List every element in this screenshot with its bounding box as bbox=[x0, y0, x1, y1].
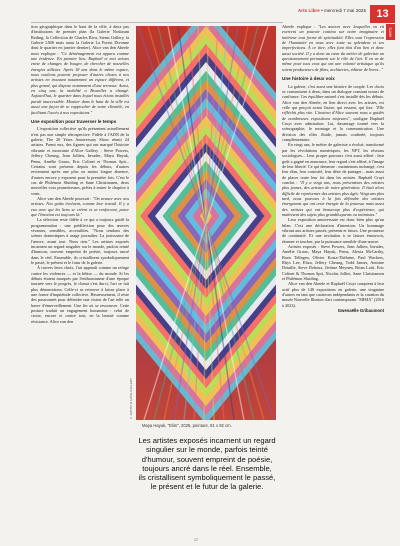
quote-run: "Ce déménagement est apparu comme une évidence. En premier lieu, Raphaël et moi avions envie de changer, de bouger, de chercher de nouvelles énergies ailleurs. Après 18 ans dans le même espace, nous voulions pouvoir proposer d'autres choses à nos artistes en trouvant notamment un espace différent, et plus grand, qui dispose notamment d'une terrasse. Aussi, en cinq ans, la mobilité a Bruxelles a changé. Aujourd'hui, le quartier dans lequel nous étions installés paraît inaccessible. Mouiter dans le haut de la ville est aussi une façon de se rapprocher de notre clientèle, en facilitant l'accès à nos expositions." bbox=[31, 50, 129, 115]
paragraph bbox=[282, 84, 384, 143]
paragraph: À travers leurs choix, l'art apparaît comme un refuge contre les violences — et la bêtise — du monde. Si les débuts étaient marqués par l'enthousiasme d'une époque tournée vers le progrès, le climat s'est durci, l'art se fait plus dénonciateur. Celle-ci se retrouve à laisse place à une forme d'inquiétude collective. Heureusement, il reste des passionnés pour défendre une vision de l'art telle un havre d'émerveillement. Une fin où se ressourcer. Cette posture traduit un engagement humaniste : celui de croire, encore et contre tout, en la beauté comme résistance. Alice van den bbox=[31, 265, 129, 324]
photo-credit: © ARTIST & ALICE GALLERY bbox=[129, 377, 133, 420]
text-run: tion géographique dans le haut de la ville, à deux pas d'institutions de premier plan (la Galerie Nosbaum Reding, la Collection de Charles Riva, Stems Gallery, la Galerie LMS mais aussi la Galerie La Forest Divonne dont le quartier en janvier dernier). Alice van den Abeele nous explique : bbox=[31, 24, 129, 56]
folio: 17 bbox=[194, 538, 198, 542]
article-column-left bbox=[31, 24, 129, 499]
artwork-caption: Maya Hayuk, "Elim", 2025, peinture, 81 x 92 cm. bbox=[142, 423, 232, 428]
author-signature: Gwenaëlle Gribaumont bbox=[337, 308, 384, 314]
paragraph: Alice van den Abeele et Raphaël Cruyt comptent à leur actif plus de 140 expositions en galerie, une vingtaine d'autres en tant que curateurs indépendants et la curation du musée Nouvelle Illusion d'art contemporain "MIMA" (2016 à 2023). bbox=[282, 281, 384, 308]
paragraph: L'exposition collective qu'ils présentent actuellement n'est pas une simple rétrospective. Fidèle à l'ADN de la galerie, The 20 Years Anniversary Show réunit 24 artistes. Parmi eux, des figures qui ont marqué l'histoire vibrante et mouvante d'Alice Gallery : Steve Powers, Jeffery Cheung, Jean Jullien, Invader, Maya Hayuk, Pems, Amélie Graux, Eric Colinet et Thomas Spit... Certains sont présents depuis les débuts, d'autres reviennent après une plus ou moins longue absence, d'autres encore y exposent pour la première fois. C'est le cas de Philémon Sluiding et Sane Christiansen, deux nouvelles voix prometteuses, prêtes à entrer le chapitre à venir. bbox=[31, 126, 129, 196]
text-run: , souligne Raphaël Cruyt avec admiration. Lui, davantage tourné vers la scénographie, le montage et la communication. Une division des rôles fluide, jamais confinée, toujours complémentaire. bbox=[282, 115, 384, 143]
paragraph bbox=[282, 24, 384, 72]
pull-quote: Les artistes exposés incarnent un regard singulier sur le monde, parfois teinté d'humour, souvent empreint de poésie, toujours ancré dans le réel. Ensemble, ils cristallisent symboliquement le passé, le présent et le futur de la galerie. bbox=[138, 436, 276, 492]
text-run: La galerie, c'est aussi une histoire de couple. Les choix se construisent à deux, dans un dialogue constant nourri de confiance. Ces équilibre naturel s'est installé dès les débuts. Alice van den Abeele, en lien direct avec les artistes, est celle qui perçoit avant l'autre, qui ressent, qui fixe. bbox=[282, 83, 384, 111]
text-run: En vingt ans, le métier de galeriste a évolué, transformé par les révolutions numériques, les NFT, les réseaux sociologues... Leur propre parcours c'est aussi affiné : leur goût a gagné en assurance, leur regard s'est affiné, à l'image de leur liberté. Ce qui demeure : maintenons inchangé, c'est leur élan, leur curiosité, leur désir de partager... mais aussi de placer toute leur foi dans les artistes. Raphaël Cruyt conclut : bbox=[282, 142, 384, 185]
quote-run: "Il y a vingt ans, nous présentions des artistes plus jeunes, des artistes de notre génération. Il était alors difficile de représenter des artistes plus âgés. Vingt ans plus tard, nous pouvons à la fois défendre des artistes émergeants qui ont cette énergie de la jeunesse mais aussi des artistes qui ont beaucoup plus d'expérience, qui maîtrisent des sujets plus grandiloquents ou intimistes." bbox=[282, 179, 384, 217]
header-separator: • bbox=[321, 8, 325, 13]
paragraph: Leur exposition anniversaire est donc bien plus qu'un bilan. C'est une déclaration d'intention. Un hommage vibrant aux artistes passés, présents et futurs. Une promesse de continuité. Et une invitation à se laisser émouvoir, étonner et toucher, par la puissance sensible d'une œuvre. bbox=[282, 217, 384, 244]
paragraph bbox=[282, 142, 384, 217]
paragraph: La sélection reste fidèle à ce qui a toujours guidé la programmation : une prédilection pour des œuvres vivantes, sensibles, accessibles. "Nous rendons des scènes domestiques à usage journalier. La jouissance de l'œuvre, avant tout. Nous rien." Les artistes exposés incarnent un regard singulier sur le monde, parfois teinté d'humour, souvent empreint de poésie, toujours ancré dans le réel. Ensemble, ils cristallisent symboliquement le passé, le présent et le futur de la galerie. bbox=[31, 217, 129, 266]
subheading: Une histoire à deux voix bbox=[282, 76, 335, 82]
artwork-image bbox=[136, 26, 276, 420]
quote-run: "On avance avec nos artistes. Nos goûts évoluent, comme leur travail. Il y a eux avec qui les liens se créent et se renforcent, parce que l'émotion est toujours là." bbox=[31, 195, 130, 217]
running-header bbox=[298, 8, 366, 13]
publication-name: Arts Libre bbox=[298, 8, 320, 13]
header-rule bbox=[31, 22, 283, 23]
quote-run: "Les œuvres avec lesquelles on vit exercent un pouvoir continu sur notre imaginaire et intérieur tout forme de spiritualité. Elles sont l'expression de l'humanité en nous avec toute sa splendeur et ses imperfections. À ce titre, elles font état d'un lien et donc aussi société. Il y a donc au cœur du métier de galeriste un questionnement permanent sur le rôle de l'art. Il en va de même pour tous ceux qui ont une volonté artistique qu'ils soient producteurs de films, architectes, éditeur de livres..." bbox=[282, 24, 384, 72]
article-column-right bbox=[282, 24, 384, 534]
text-run: Abeele explique : bbox=[282, 24, 318, 29]
quote-run: "Elle réfléchit plus vite. L'instinct d'Alice souvent nous a guidés de nombreuses expositions majeures" bbox=[282, 105, 384, 121]
subheading: Une exposition pour traverser le temps bbox=[31, 118, 117, 124]
paragraph bbox=[31, 196, 129, 217]
section-tag: ARTS bbox=[386, 24, 395, 40]
page-number-badge: 13 bbox=[370, 5, 395, 23]
artwork-painting bbox=[136, 26, 276, 420]
text-run: Alice van den Abeele poursuit : bbox=[37, 195, 93, 201]
publication-date: mercredi 7 mai 2025 bbox=[324, 8, 366, 13]
paragraph bbox=[31, 24, 129, 115]
paragraph: Artistes exposés : Steve Powers, Jean Jullien, Invader, Amélie Graux, Maya Hayuk, Pems, Alexia McCarthy, Boris Tellegen, Olivier Kosta-Théfaine, Paul Wackers, Rhys Lee, Eliza, Jeffery Cheung, Todd James, Antoine Detaille, Steve Dehoux, Jérôme Meynen, Brian Lotti, Eric Colinet & Thomas Spit, Nicolas Jolliet, Sane Christiansen et Philémon Sluiding. bbox=[282, 244, 384, 282]
